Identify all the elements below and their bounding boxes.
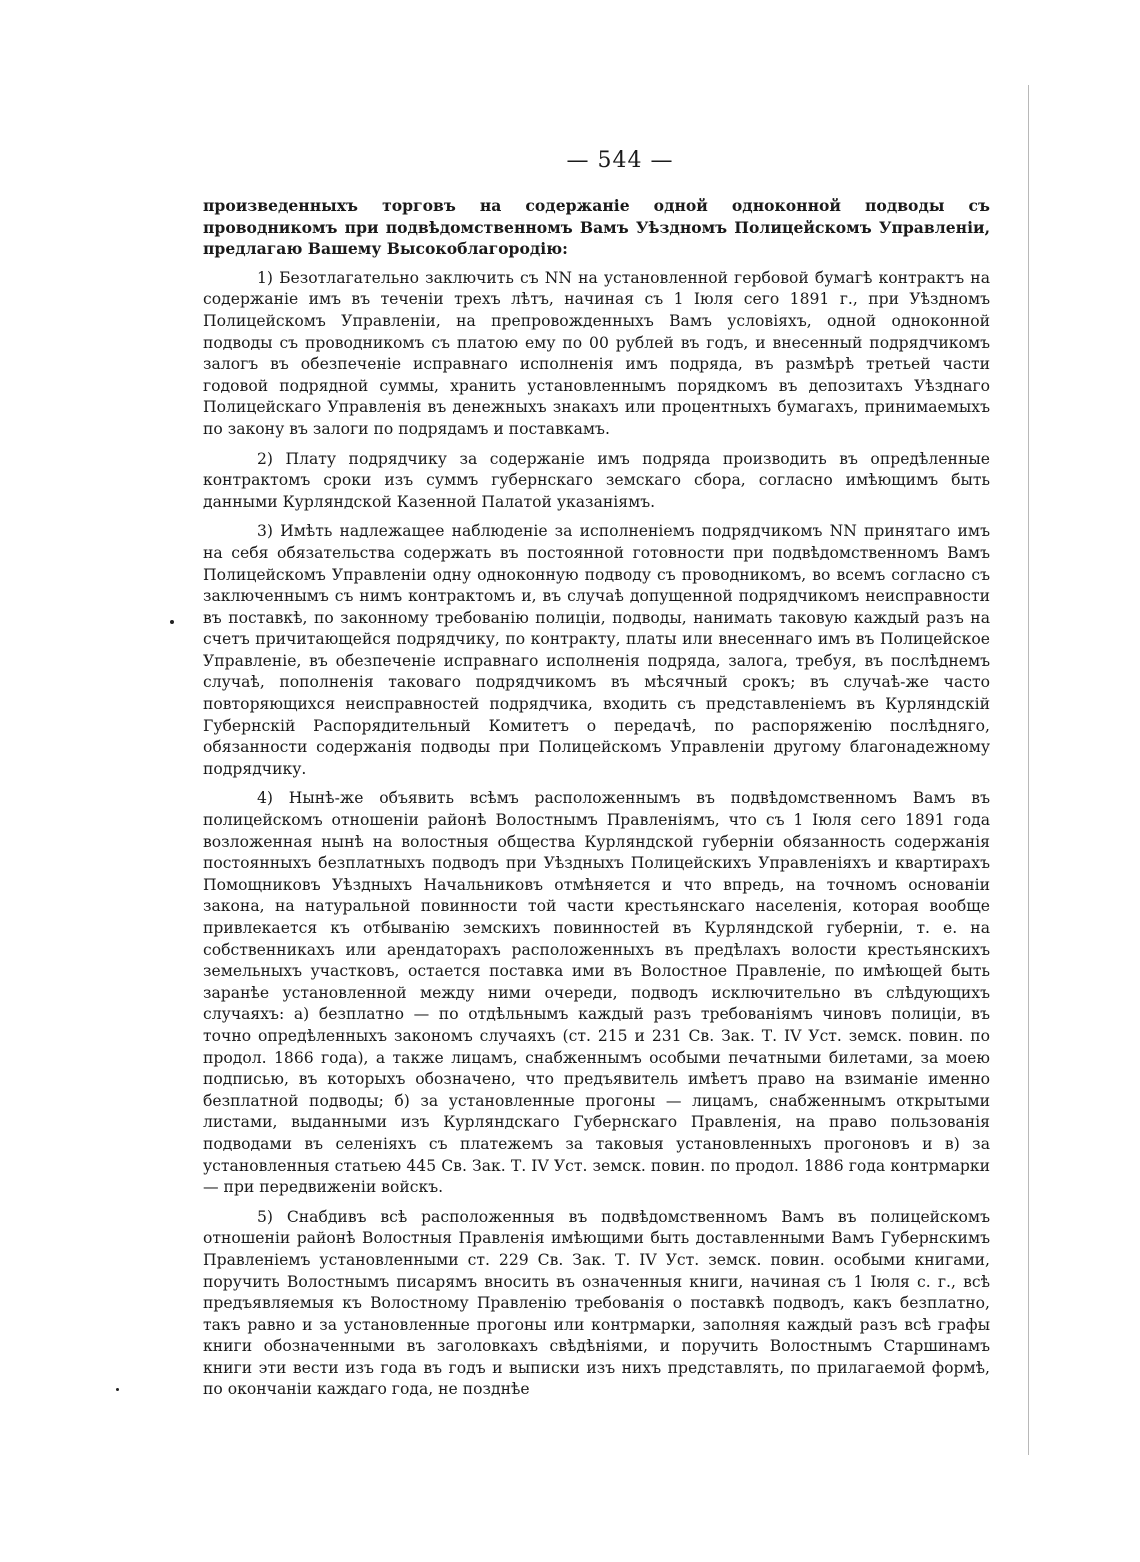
- paragraph-item-2: 2) Плату подрядчику за содержаніе имъ подряда производить въ опредѣленные контрактомъ сроки изъ суммъ губернскаго земскаго сбора, согласно имѣющимъ быть данными Курляндской Казенной Палатой указаніямъ.: [203, 449, 990, 511]
- margin-speck: [170, 620, 174, 624]
- paragraph-item-1: 1) Безотлагательно заключить съ NN на установленной гербовой бумагѣ контрактъ на содержаніе имъ въ теченіи трехъ лѣтъ, начиная съ 1 Іюля сего 1891 г., при Уѣздномъ Полицейскомъ Управленіи, на препровожденныхъ Вамъ условіяхъ, одной одноконной подводы съ проводникомъ съ платою ему по 00 рублей въ годъ, и внесенный подрядчикомъ залогъ въ обезпеченіе исправнаго исполненія имъ подряда, въ размѣрѣ третьей части годовой подрядной суммы, хранить установленнымъ порядкомъ въ депозитахъ Уѣзднаго Полицейскаго Управленія въ денежныхъ знакахъ или процентныхъ бумагахъ, принимаемыхъ по закону въ залоги по подрядамъ и поставкамъ.: [203, 268, 990, 438]
- page-number: [0, 148, 830, 173]
- page-number-text: — 544 —: [566, 148, 674, 173]
- paragraph-intro: произведенныхъ торговъ на содержаніе одной одноконной подводы съ проводникомъ при подвѣдомственномъ Вамъ Уѣздномъ Полицейскомъ Управленіи, предлагаю Вашему Высокоблагородію:: [203, 196, 990, 259]
- paragraph-item-5: 5) Снабдивъ всѣ расположенныя въ подвѣдомственномъ Вамъ въ полицейскомъ отношеніи районѣ Волостныя Правленія имѣющими быть доставленными Вамъ Губернскимъ Правленіемъ установленными ст. 229 Св. Зак. Т. IV Уст. земск. повин. особыми книгами, поручить Волостнымъ писарямъ вносить въ означенныя книги, начиная съ 1 Іюля с. г., всѣ предъявляемыя къ Волостному Правленію требованія о поставкѣ подводъ, какъ безплатно, такъ равно и за установленные прогоны или контрмарки, заполняя каждый разъ всѣ графы книги обозначенными въ заголовкахъ свѣдѣніями, и поручить Волостнымъ Старшинамъ книги эти вести изъ года въ годъ и выписки изъ нихъ представлять, по прилагаемой формѣ, по окончаніи каждаго года, не позднѣе: [203, 1207, 990, 1399]
- document-body: [203, 195, 990, 1409]
- margin-speck: [116, 1388, 119, 1391]
- page-edge-rule: [1028, 85, 1029, 1455]
- paragraph-item-4: 4) Нынѣ-же объявить всѣмъ расположеннымъ въ подвѣдомственномъ Вамъ въ полицейскомъ отношеніи районѣ Волостнымъ Правленіямъ, что съ 1 Іюля сего 1891 года возложенная нынѣ на волостныя общества Курляндской губерніи обязанность содержанія постоянныхъ безплатныхъ подводъ при Уѣздныхъ Полицейскихъ Управленіяхъ и квартирахъ Помощниковъ Уѣздныхъ Начальниковъ отмѣняется и что впредь, на точномъ основаніи закона, на натуральной повинности той части крестьянскаго населенія, которая вообще привлекается къ отбыванію земскихъ повинностей въ Курляндской губерніи, т. е. на собственникахъ или арендаторахъ расположенныхъ въ предѣлахъ волости крестьянскихъ земельныхъ участковъ, остается поставка ими въ Волостное Правленіе, по имѣющей быть заранѣе установленной между ними очереди, подводъ исключительно въ слѣдующихъ случаяхъ: а) безплатно — по отдѣльнымъ каждый разъ требованіямъ чиновъ полиціи, въ точно опредѣленныхъ закономъ случаяхъ (ст. 215 и 231 Св. Зак. Т. IV Уст. земск. повин. по продол. 1866 года), а также лицамъ, снабженнымъ особыми печатными билетами, за моею подписью, въ которыхъ обозначено, что предъявитель имѣетъ право на взиманіе именно безплатной подводы; б) за установленные прогоны — лицамъ, снабженнымъ открытыми листами, выданными изъ Курляндскаго Губернскаго Правленія, на право пользованія подводами въ селеніяхъ съ платежемъ за таковыя установленныхъ прогоновъ и в) за установленныя статьею 445 Св. Зак. Т. IV Уст. земск. повин. по продол. 1886 года контрмарки — при передвиженіи войскъ.: [203, 789, 990, 1197]
- paragraph-item-3: 3) Имѣть надлежащее наблюденіе за исполненіемъ подрядчикомъ NN принятаго имъ на себя обязательства содержать въ постоянной готовности при подвѣдомственномъ Вамъ Полицейскомъ Управленіи одну одноконную подводу съ проводникомъ, во всемъ согласно съ заключеннымъ съ нимъ контрактомъ и, въ случаѣ допущенной подрядчикомъ неисправности въ поставкѣ, по законному требованію полиціи, подводы, нанимать таковую каждый разъ на счетъ причитающейся подрядчику, по контракту, платы или внесеннаго имъ въ Полицейское Управленіе, въ обезпеченіе исправнаго исполненія подряда, залога, требуя, въ послѣднемъ случаѣ, пополненія таковаго подрядчикомъ въ мѣсячный срокъ; въ случаѣ-же часто повторяющихся неисправностей подрядчика, входить съ представленіемъ въ Курляндскій Губернскій Распорядительный Комитетъ о передачѣ, по распоряженію послѣдняго, обязанности содержанія подводы при Полицейскомъ Управленіи другому благонадежному подрядчику.: [203, 522, 990, 778]
